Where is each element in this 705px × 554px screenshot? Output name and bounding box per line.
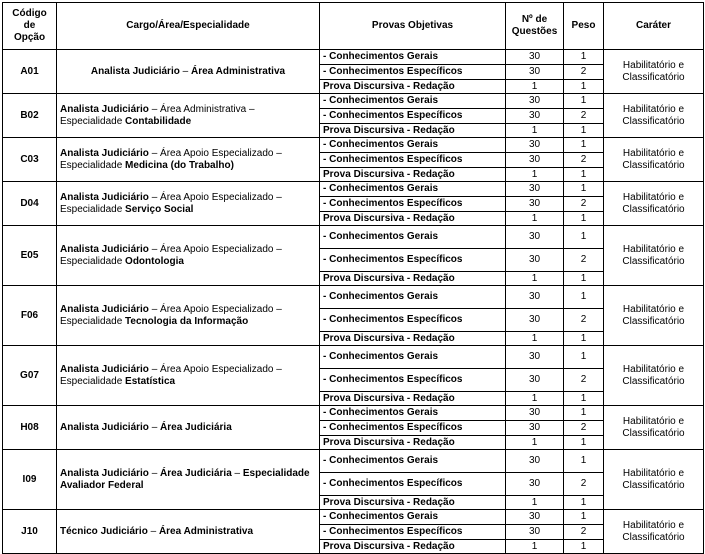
questoes-cell: 1: [506, 540, 564, 554]
table-row: [3, 50, 704, 65]
codigo-cell: D04: [3, 182, 57, 226]
peso-cell: 1: [564, 182, 604, 197]
prova-objetiva-cell: - Conhecimentos Específicos: [320, 421, 506, 436]
peso-cell: 2: [564, 525, 604, 540]
codigo-cell: F06: [3, 286, 57, 346]
questoes-cell: 30: [506, 65, 564, 80]
cargo-segment: – Área Apoio Especializado – Especialidade: [60, 147, 282, 171]
cargo-segment: Odontologia: [125, 255, 184, 267]
questoes-cell: 30: [506, 182, 564, 197]
prova-objetiva-cell: - Conhecimentos Específicos: [320, 525, 506, 540]
cargo-segment: Analista Judiciário: [60, 303, 149, 315]
prova-objetiva-cell: - Conhecimentos Gerais: [320, 406, 506, 421]
questoes-cell: 1: [506, 392, 564, 406]
cargo-segment: Analista Judiciário: [60, 147, 149, 159]
header-carater: Caráter: [604, 3, 704, 50]
header-provas: Provas Objetivas: [320, 3, 506, 50]
cargo-segment: –: [148, 467, 161, 479]
table-row: [3, 286, 704, 309]
prova-discursiva-cell: Prova Discursiva - Redação: [320, 272, 506, 286]
peso-cell: 2: [564, 421, 604, 436]
prova-objetiva-cell: - Conhecimentos Específicos: [320, 369, 506, 392]
peso-cell: 1: [564, 392, 604, 406]
questoes-cell: 1: [506, 332, 564, 346]
cargo-segment: Analista Judiciário: [60, 103, 149, 115]
peso-cell: 1: [564, 94, 604, 109]
questoes-cell: 30: [506, 153, 564, 168]
prova-objetiva-cell: - Conhecimentos Específicos: [320, 309, 506, 332]
cargo-segment: Área Judiciária: [160, 421, 232, 433]
peso-cell: 2: [564, 309, 604, 332]
cargo-segment: Analista Judiciário: [60, 243, 149, 255]
cargo-segment: – Área Apoio Especializado – Especialidade: [60, 191, 282, 215]
questoes-cell: 30: [506, 226, 564, 249]
table-row: [3, 94, 704, 109]
prova-objetiva-cell: - Conhecimentos Gerais: [320, 286, 506, 309]
peso-cell: 1: [564, 212, 604, 226]
prova-objetiva-cell: - Conhecimentos Específicos: [320, 153, 506, 168]
cargo-segment: Analista Judiciário: [90, 65, 180, 77]
peso-cell: 1: [564, 436, 604, 450]
cargo-segment: Área Administrativa: [158, 525, 254, 537]
questoes-cell: 1: [506, 496, 564, 510]
peso-cell: 2: [564, 249, 604, 272]
cargo-segment: Especialidade Avaliador Federal: [60, 467, 310, 491]
cargo-segment: –: [179, 65, 191, 77]
prova-discursiva-cell: Prova Discursiva - Redação: [320, 392, 506, 406]
cargo-cell: [57, 450, 320, 510]
questoes-cell: 30: [506, 309, 564, 332]
questoes-cell: 30: [506, 197, 564, 212]
header-questoes: [506, 3, 564, 50]
peso-cell: 2: [564, 153, 604, 168]
cargo-segment: Analista Judiciário: [60, 191, 149, 203]
peso-cell: 2: [564, 197, 604, 212]
peso-cell: 1: [564, 272, 604, 286]
peso-cell: 1: [564, 226, 604, 249]
carater-cell: Habilitatório e Classificatório: [604, 406, 704, 450]
cargo-segment: Serviço Social: [125, 203, 194, 215]
peso-cell: 1: [564, 496, 604, 510]
questoes-cell: 30: [506, 525, 564, 540]
cargo-segment: – Área Apoio Especializado – Especialidade: [60, 363, 282, 387]
prova-objetiva-cell: - Conhecimentos Específicos: [320, 109, 506, 124]
peso-cell: 2: [564, 65, 604, 80]
prova-discursiva-cell: Prova Discursiva - Redação: [320, 332, 506, 346]
questoes-cell: 1: [506, 212, 564, 226]
cargo-segment: Área Administrativa: [190, 65, 286, 77]
cargo-cell: [57, 182, 320, 226]
cargo-segment: Técnico Judiciário: [60, 525, 148, 537]
prova-objetiva-cell: - Conhecimentos Gerais: [320, 450, 506, 473]
table-body: [3, 50, 704, 554]
codigo-cell: J10: [3, 510, 57, 554]
prova-objetiva-cell: - Conhecimentos Gerais: [320, 50, 506, 65]
cargo-segment: Tecnologia da Informação: [125, 315, 249, 327]
cargo-cell: [57, 50, 320, 94]
questoes-cell: 30: [506, 473, 564, 496]
prova-objetiva-cell: - Conhecimentos Gerais: [320, 94, 506, 109]
codigo-cell: H08: [3, 406, 57, 450]
questoes-cell: 30: [506, 50, 564, 65]
cargo-cell: [57, 94, 320, 138]
codigo-cell: B02: [3, 94, 57, 138]
prova-objetiva-cell: - Conhecimentos Específicos: [320, 249, 506, 272]
cargo-cell: [57, 138, 320, 182]
carater-cell: Habilitatório e Classificatório: [604, 510, 704, 554]
header-codigo-line1: Código: [12, 8, 47, 19]
questoes-cell: 30: [506, 138, 564, 153]
peso-cell: 1: [564, 124, 604, 138]
table-row: [3, 226, 704, 249]
table-row: [3, 450, 704, 473]
carater-cell: Habilitatório e Classificatório: [604, 226, 704, 286]
header-questoes-line1: Nº de: [521, 14, 548, 25]
header-questoes-line2: Questões: [511, 26, 558, 37]
codigo-cell: C03: [3, 138, 57, 182]
peso-cell: 1: [564, 406, 604, 421]
prova-objetiva-cell: - Conhecimentos Gerais: [320, 510, 506, 525]
peso-cell: 2: [564, 369, 604, 392]
cargo-segment: –: [148, 421, 161, 433]
prova-objetiva-cell: - Conhecimentos Específicos: [320, 65, 506, 80]
questoes-cell: 30: [506, 369, 564, 392]
prova-discursiva-cell: Prova Discursiva - Redação: [320, 168, 506, 182]
questoes-cell: 30: [506, 421, 564, 436]
cargo-segment: Medicina (do Trabalho): [125, 159, 234, 171]
questoes-cell: 30: [506, 510, 564, 525]
cargo-segment: –: [231, 467, 243, 479]
table-row: [3, 182, 704, 197]
questoes-cell: 30: [506, 109, 564, 124]
opcoes-table: [2, 2, 704, 554]
questoes-cell: 30: [506, 406, 564, 421]
cargo-segment: – Área Apoio Especializado – Especialidade: [60, 303, 282, 327]
prova-objetiva-cell: - Conhecimentos Gerais: [320, 182, 506, 197]
prova-objetiva-cell: - Conhecimentos Específicos: [320, 197, 506, 212]
cargo-cell: [57, 226, 320, 286]
peso-cell: 2: [564, 473, 604, 496]
peso-cell: 1: [564, 540, 604, 554]
header-codigo-line2: de: [23, 20, 36, 31]
carater-cell: Habilitatório e Classificatório: [604, 50, 704, 94]
prova-objetiva-cell: - Conhecimentos Gerais: [320, 226, 506, 249]
peso-cell: 1: [564, 332, 604, 346]
cargo-segment: Analista Judiciário: [60, 363, 149, 375]
cargo-segment: Contabilidade: [125, 115, 192, 127]
header-codigo-line3: Opção: [13, 32, 46, 43]
table-row: [3, 510, 704, 525]
questoes-cell: 30: [506, 94, 564, 109]
peso-cell: 1: [564, 138, 604, 153]
prova-objetiva-cell: - Conhecimentos Gerais: [320, 346, 506, 369]
header-codigo: [3, 3, 57, 50]
questoes-cell: 1: [506, 272, 564, 286]
cargo-cell: [57, 286, 320, 346]
prova-objetiva-cell: - Conhecimentos Específicos: [320, 473, 506, 496]
peso-cell: 2: [564, 109, 604, 124]
peso-cell: 1: [564, 450, 604, 473]
cargo-cell: [57, 406, 320, 450]
questoes-cell: 30: [506, 346, 564, 369]
questoes-cell: 1: [506, 436, 564, 450]
table-row: [3, 406, 704, 421]
header-cargo: Cargo/Área/Especialidade: [57, 3, 320, 50]
prova-discursiva-cell: Prova Discursiva - Redação: [320, 496, 506, 510]
peso-cell: 1: [564, 286, 604, 309]
peso-cell: 1: [564, 168, 604, 182]
prova-discursiva-cell: Prova Discursiva - Redação: [320, 212, 506, 226]
prova-discursiva-cell: Prova Discursiva - Redação: [320, 436, 506, 450]
cargo-cell: [57, 510, 320, 554]
questoes-cell: 1: [506, 124, 564, 138]
codigo-cell: E05: [3, 226, 57, 286]
questoes-cell: 1: [506, 168, 564, 182]
questoes-cell: 30: [506, 286, 564, 309]
carater-cell: Habilitatório e Classificatório: [604, 94, 704, 138]
peso-cell: 1: [564, 50, 604, 65]
table-row: [3, 346, 704, 369]
questoes-cell: 30: [506, 249, 564, 272]
cargo-segment: Analista Judiciário: [60, 467, 149, 479]
cargo-cell: [57, 346, 320, 406]
table-row: [3, 138, 704, 153]
carater-cell: Habilitatório e Classificatório: [604, 346, 704, 406]
peso-cell: 1: [564, 510, 604, 525]
questoes-cell: 1: [506, 80, 564, 94]
cargo-segment: – Área Apoio Especializado – Especialidade: [60, 243, 282, 267]
cargo-segment: Estatística: [125, 375, 176, 387]
prova-discursiva-cell: Prova Discursiva - Redação: [320, 124, 506, 138]
codigo-cell: A01: [3, 50, 57, 94]
header-peso: Peso: [564, 3, 604, 50]
header-row: [3, 3, 704, 50]
cargo-segment: – Área Administrativa – Especialidade: [60, 103, 255, 127]
cargo-segment: Analista Judiciário: [60, 421, 149, 433]
peso-cell: 1: [564, 80, 604, 94]
prova-discursiva-cell: Prova Discursiva - Redação: [320, 540, 506, 554]
questoes-cell: 30: [506, 450, 564, 473]
carater-cell: Habilitatório e Classificatório: [604, 138, 704, 182]
prova-discursiva-cell: Prova Discursiva - Redação: [320, 80, 506, 94]
cargo-segment: Área Judiciária: [160, 467, 232, 479]
codigo-cell: G07: [3, 346, 57, 406]
peso-cell: 1: [564, 346, 604, 369]
prova-objetiva-cell: - Conhecimentos Gerais: [320, 138, 506, 153]
cargo-segment: –: [147, 525, 159, 537]
carater-cell: Habilitatório e Classificatório: [604, 182, 704, 226]
codigo-cell: I09: [3, 450, 57, 510]
carater-cell: Habilitatório e Classificatório: [604, 286, 704, 346]
carater-cell: Habilitatório e Classificatório: [604, 450, 704, 510]
